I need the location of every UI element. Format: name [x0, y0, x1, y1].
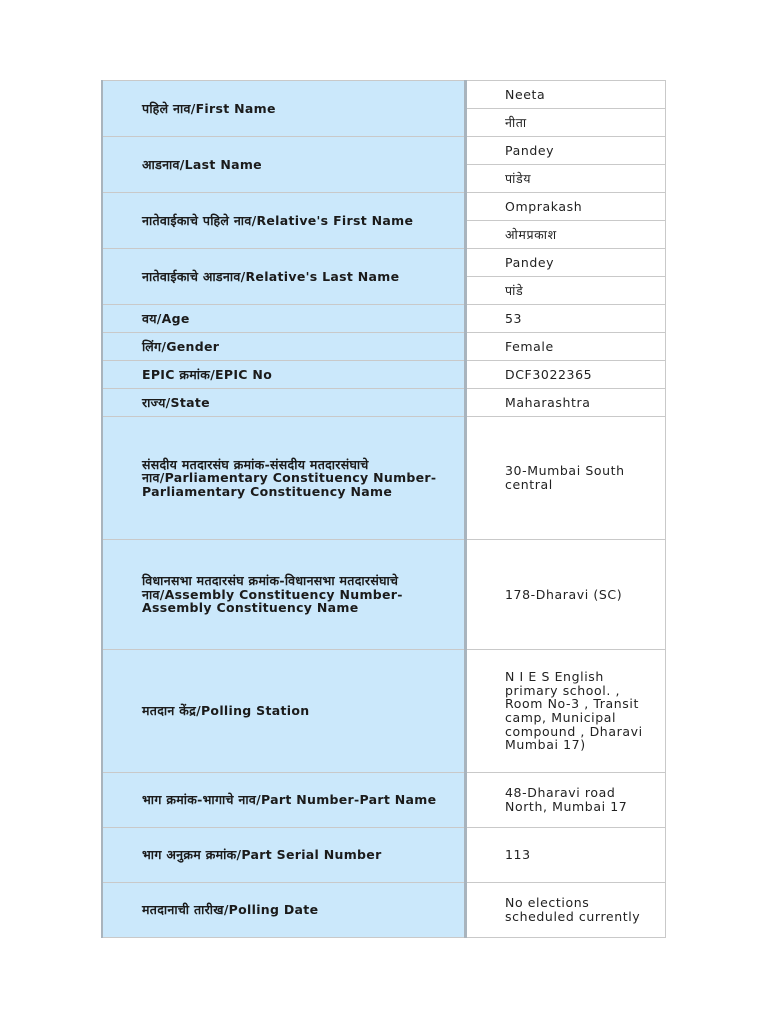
- table-row: [102, 361, 666, 389]
- table-row: [102, 333, 666, 361]
- table-row: [102, 650, 666, 773]
- row-label-part-serial-number: भाग अनुक्रम क्रमांक/Part Serial Number: [102, 828, 466, 883]
- table-row: [102, 828, 666, 883]
- row-value-relative-first-name-english: Omprakash: [466, 193, 666, 221]
- table-row: [102, 137, 666, 165]
- row-label-state: राज्य/State: [102, 389, 466, 417]
- row-label-relative-first-name: नातेवाईकाचे पहिले नाव/Relative's First Name: [102, 193, 466, 249]
- row-label-epic-no: EPIC क्रमांक/EPIC No: [102, 361, 466, 389]
- table-row: [102, 389, 666, 417]
- row-label-part-number: भाग क्रमांक-भागाचे नाव/Part Number-Part Name: [102, 773, 466, 828]
- row-value-relative-last-name-english: Pandey: [466, 249, 666, 277]
- row-value-last-name-marathi: पांडेय: [466, 165, 666, 193]
- row-label-last-name: आडनाव/Last Name: [102, 137, 466, 193]
- table-row: [102, 883, 666, 938]
- row-value-polling-date: No elections scheduled currently: [466, 883, 666, 938]
- row-value-relative-first-name-marathi: ओमप्रकाश: [466, 221, 666, 249]
- row-value-first-name-marathi: नीता: [466, 109, 666, 137]
- row-value-parliamentary-constituency: 30-Mumbai South central: [466, 417, 666, 540]
- table-row: [102, 540, 666, 650]
- row-label-relative-last-name: नातेवाईकाचे आडनाव/Relative's Last Name: [102, 249, 466, 305]
- row-value-state: Maharashtra: [466, 389, 666, 417]
- row-label-age: वय/Age: [102, 305, 466, 333]
- table-row: [102, 305, 666, 333]
- row-label-gender: लिंग/Gender: [102, 333, 466, 361]
- row-value-last-name-english: Pandey: [466, 137, 666, 165]
- row-value-polling-station: N I E S English primary school. , Room No-3 , Transit camp, Municipal compound , Dharavi Mumbai 17): [466, 650, 666, 773]
- voter-details-table: [101, 80, 666, 938]
- row-value-age: 53: [466, 305, 666, 333]
- row-label-assembly-constituency: विधानसभा मतदारसंघ क्रमांक-विधानसभा मतदारसंघाचे नाव/Assembly Constituency Number-Assembly Constituency Name: [102, 540, 466, 650]
- row-value-relative-last-name-marathi: पांडे: [466, 277, 666, 305]
- row-value-gender: Female: [466, 333, 666, 361]
- row-value-part-number: 48-Dharavi road North, Mumbai 17: [466, 773, 666, 828]
- row-value-part-serial-number: 113: [466, 828, 666, 883]
- row-value-assembly-constituency: 178-Dharavi (SC): [466, 540, 666, 650]
- table-row: [102, 193, 666, 221]
- row-value-first-name-english: Neeta: [466, 81, 666, 109]
- table-row: [102, 249, 666, 277]
- table-row: [102, 417, 666, 540]
- row-label-parliamentary-constituency: संसदीय मतदारसंघ क्रमांक-संसदीय मतदारसंघाचे नाव/Parliamentary Constituency Number-Parliamentary Constituency Name: [102, 417, 466, 540]
- table-row: [102, 773, 666, 828]
- row-label-first-name: पहिले नाव/First Name: [102, 81, 466, 137]
- row-value-epic-no: DCF3022365: [466, 361, 666, 389]
- row-label-polling-station: मतदान केंद्र/Polling Station: [102, 650, 466, 773]
- table-row: [102, 81, 666, 109]
- row-label-polling-date: मतदानाची तारीख/Polling Date: [102, 883, 466, 938]
